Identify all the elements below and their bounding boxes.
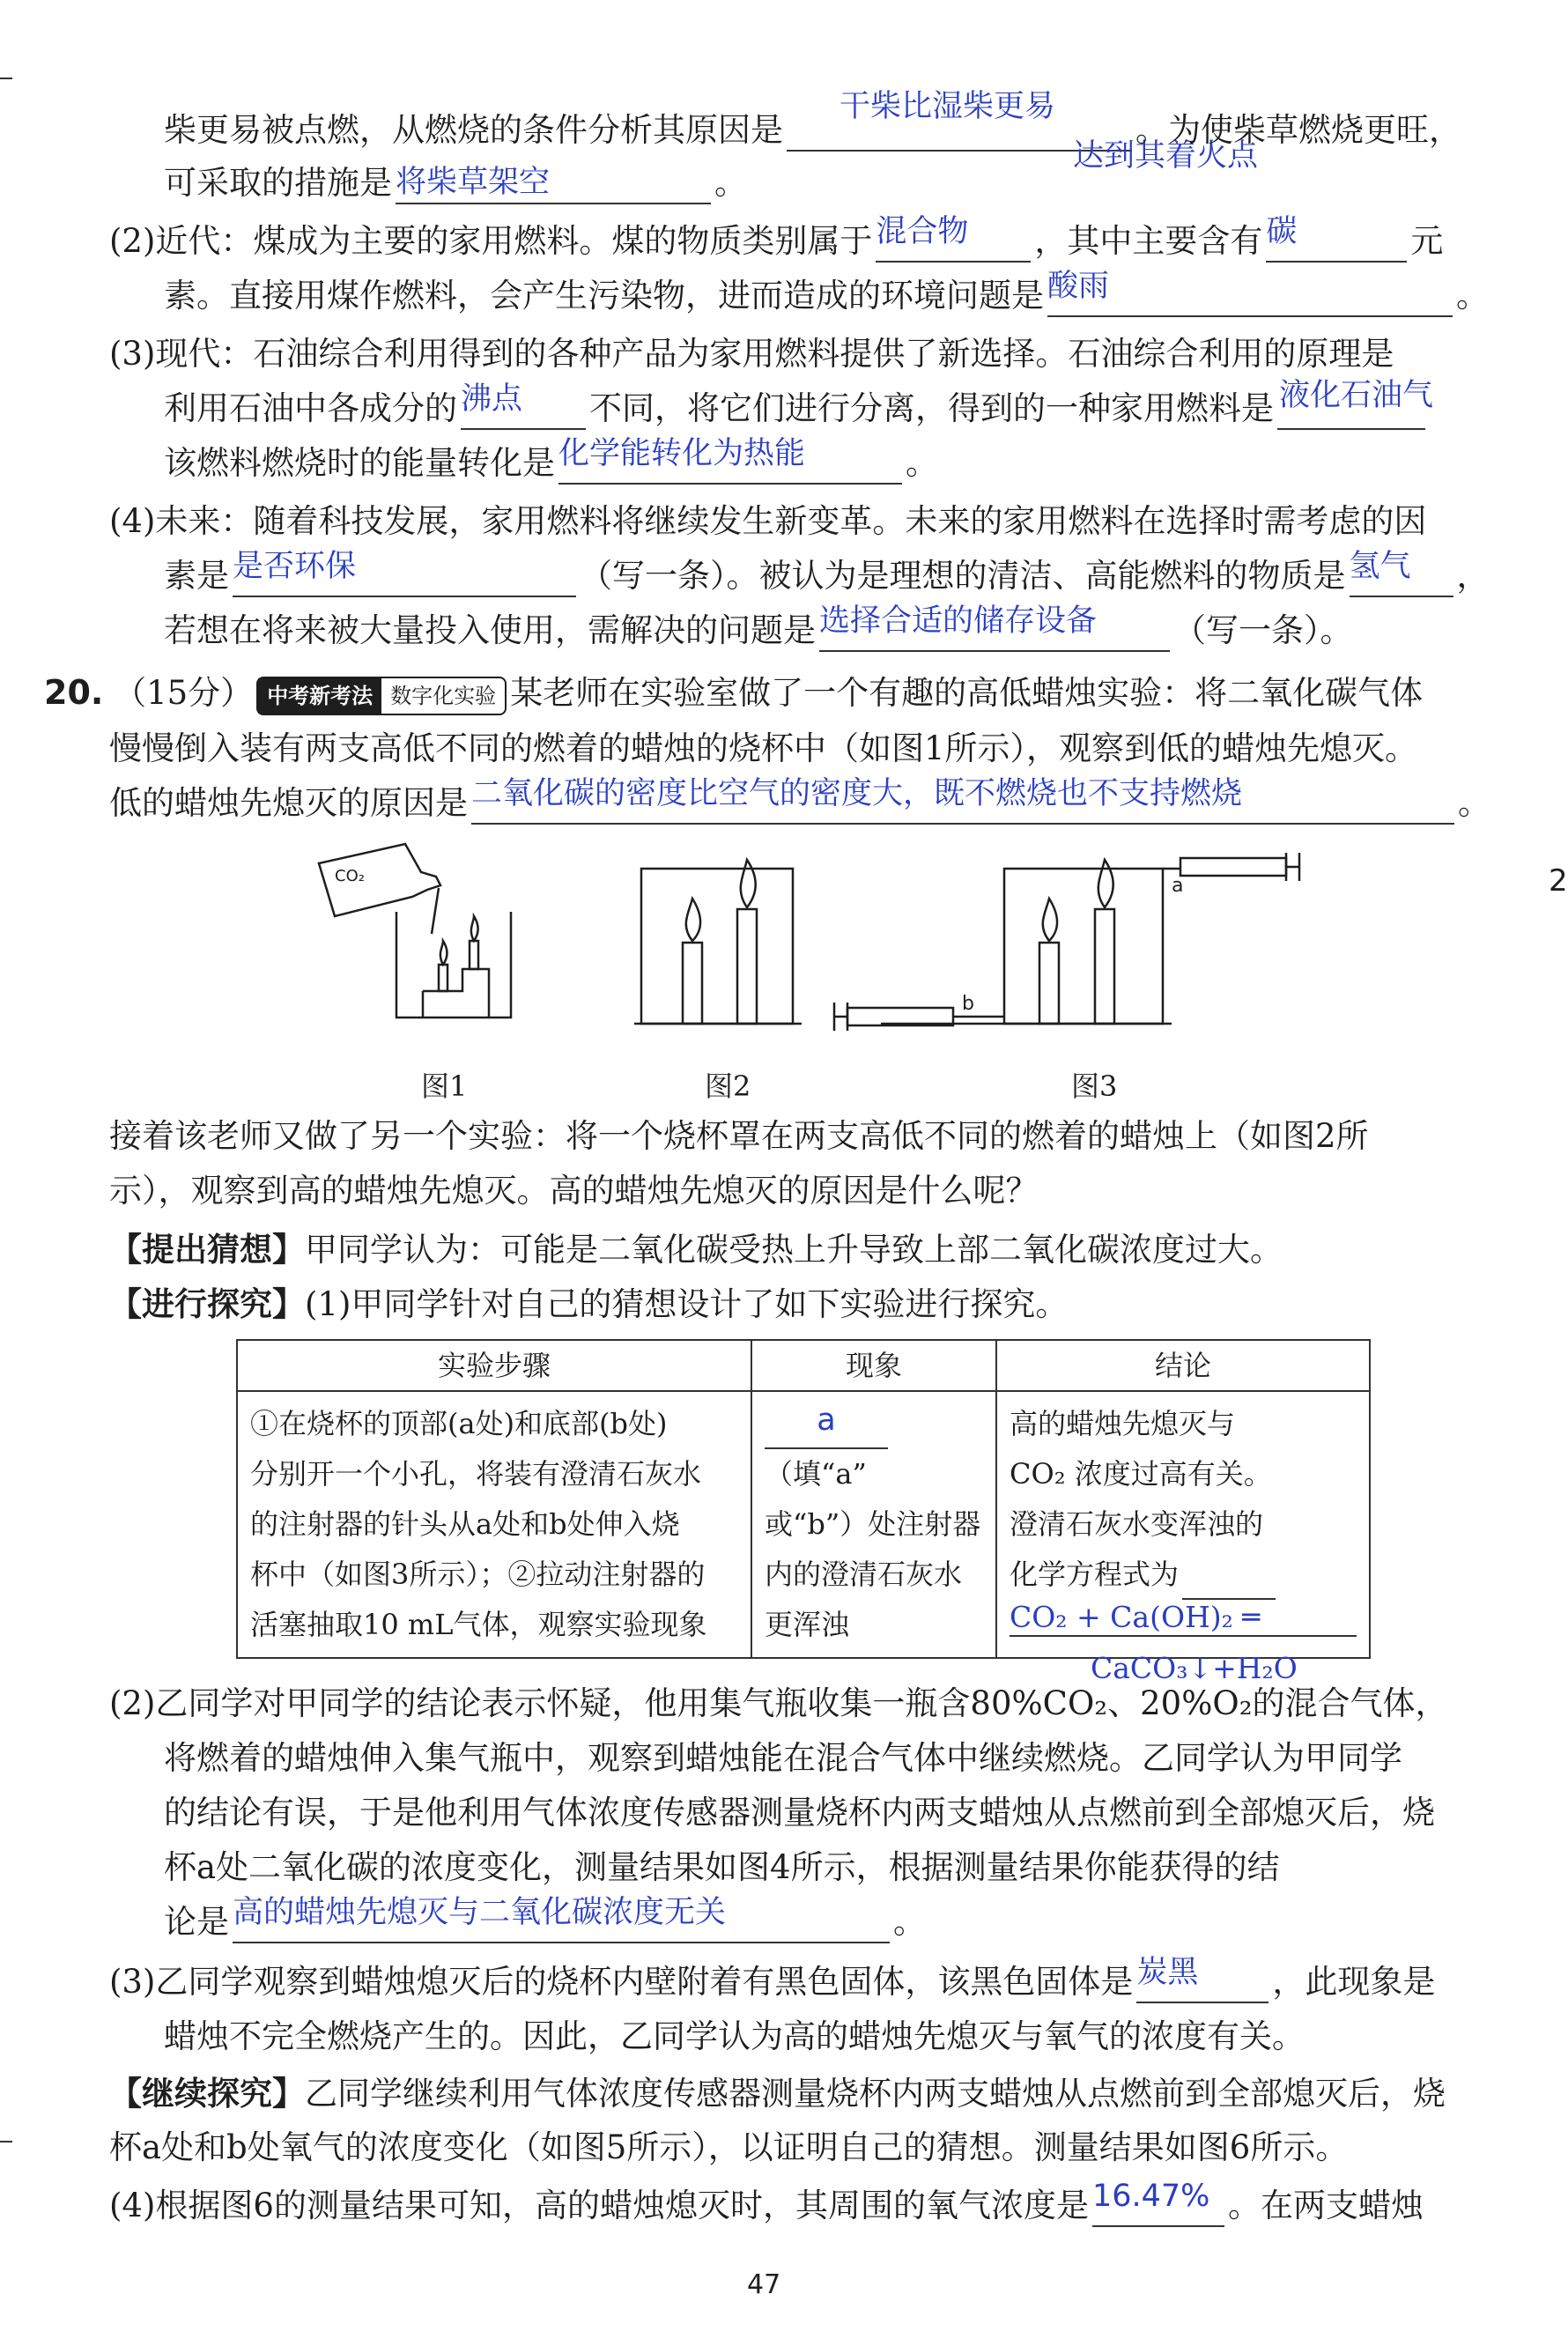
figure-3-label: 图3 [1071, 1069, 1118, 1103]
q20-p2-line-2 [164, 1737, 1402, 1780]
table-header: 实验步骤 [237, 1340, 751, 1391]
q19-p2-line-1 [109, 214, 1444, 263]
phenomenon-line: 内的澄清石灰水 [765, 1558, 963, 1591]
q19-text: 。 [1456, 277, 1489, 315]
q19-p3-line-1 [109, 333, 1394, 375]
answer-blank [1349, 549, 1453, 597]
q20-text: 示），观察到高的蜡烛先熄灭。高的蜡烛先熄灭的原因是什么呢？ [109, 1172, 1039, 1210]
candle-tall [1095, 909, 1114, 1024]
answer-blank [558, 436, 902, 485]
q20-text: 某老师在实验室做了一个有趣的高低蜡烛实验：将二氧化碳气体 [510, 674, 1424, 712]
margin-tick [0, 2141, 12, 2142]
answer-text: 化学能转化为热能 [558, 436, 806, 471]
q19-text: （写一条）。被认为是理想的清洁、高能燃料的物质是 [580, 557, 1346, 595]
q19-p4-line-1 [109, 500, 1426, 543]
beaker-fig2 [641, 869, 793, 1024]
answer-text: 氢气 [1349, 549, 1411, 584]
q19-text: 可采取的措施是 [164, 164, 392, 202]
q20-text: 。 [1458, 784, 1490, 822]
q20-text: 。 [893, 1903, 926, 1941]
answer-blank [1182, 1568, 1276, 1600]
answer-text: 混合物 [876, 214, 969, 249]
answer-blank [1277, 378, 1434, 430]
answer-text: 将柴草架空 [396, 165, 551, 200]
q19-text: 元 [1410, 222, 1444, 260]
answer-text: 选择合适的储存设备 [819, 603, 1098, 639]
step-line: 的注射器的针头从a处和b处伸入烧 [250, 1507, 680, 1541]
answer-text: 16.47% [1091, 2179, 1210, 2214]
candle-short [683, 943, 702, 1024]
q20-text: 低的蜡烛先熄灭的原因是 [109, 784, 468, 822]
page-number: 47 [747, 2269, 781, 2300]
continue-explore-line [109, 2072, 1446, 2115]
q20-line-3 [109, 776, 1490, 825]
answer-blank [1136, 1955, 1268, 2003]
answer-text: 达到其着火点 [1073, 138, 1259, 174]
answer-text: 沸点 [461, 381, 523, 417]
candle-high [470, 941, 478, 969]
q20-line-4 [109, 1115, 1369, 1158]
answer-text: 干柴比湿柴更易 [839, 89, 1056, 124]
answer-blank [233, 1895, 890, 1943]
q19-text: 。 [714, 164, 747, 202]
q20-text: 的结论有误，于是他利用气体浓度传感器测量烧杯内两支蜡烛从点燃前到全部熄灭后，烧 [164, 1794, 1435, 1832]
answer-blank [396, 167, 711, 204]
q19-line-1 [164, 89, 1461, 174]
q19-text: 。 [906, 444, 938, 482]
exam-badge [256, 677, 507, 715]
q19-text: ，其中主要含有 [1034, 222, 1263, 260]
q19-text: 该燃料燃烧时的能量转化是 [164, 444, 555, 482]
point-a-label: a [1172, 875, 1184, 897]
flame-icon [1043, 899, 1057, 941]
answer-text: 液化石油气 [1279, 378, 1434, 413]
q20-text: (4)根据图6的测量结果可知，高的蜡烛熄灭时，其周围的氧气浓度是 [109, 2187, 1089, 2224]
beaker-fig3 [1004, 869, 1163, 1024]
answer-blank [765, 1402, 888, 1449]
continue-explore-line-2 [109, 2127, 1348, 2169]
badge-secondary: 数字化实验 [390, 683, 497, 708]
table-row [237, 1391, 1370, 1658]
q19-text: (4)未来：随着科技发展，家用燃料将继续发生新变革。未来的家用燃料在选择时需考虑的因 [109, 502, 1427, 540]
q19-text: (2)近代：煤成为主要的家用燃料。煤的物质类别属于 [109, 222, 873, 260]
q20-text: 蜡烛不完全燃烧产生的。因此，乙同学认为高的蜡烛先熄灭与氧气的浓度有关。 [164, 2017, 1305, 2055]
explore-line [109, 1283, 1068, 1326]
q19-p3-line-2 [164, 378, 1434, 430]
phenomenon-line [765, 1399, 983, 1499]
q19-p2-line-2 [164, 269, 1489, 317]
table-header: 现象 [751, 1340, 996, 1391]
section-tag: 【进行探究】 [109, 1284, 305, 1323]
steps-cell [237, 1391, 751, 1658]
q19-p3-line-3 [164, 436, 938, 485]
q19-text: 。为使柴草燃烧更旺， [1135, 111, 1461, 149]
q20-text: 乙同学继续利用气体浓度传感器测量烧杯内两支蜡烛从点燃前到全部熄灭后，烧 [305, 2075, 1446, 2113]
flame-icon [686, 899, 700, 941]
q20-text: (1)甲同学针对自己的猜想设计了如下实验进行探究。 [305, 1285, 1069, 1323]
answer-text: 是否环保 [233, 549, 357, 584]
question-number: 20. [44, 673, 104, 712]
step-line: 杯中（如图3所示）；②拉动注射器的 [250, 1558, 706, 1591]
answer-text: 二氧化碳的密度比空气的密度大，既不燃烧也不支持燃烧 [471, 776, 1243, 811]
beaker-fig1 [396, 912, 511, 1018]
experiment-figures [308, 837, 1304, 1040]
hypothesis-line [109, 1228, 1283, 1271]
experiment-table [236, 1339, 1371, 1659]
q20-line-1 [44, 671, 1423, 715]
section-tag: 【提出猜想】 [109, 1230, 305, 1269]
q19-p4-line-3 [164, 603, 1353, 652]
q19-text: 不同，将它们进行分离，得到的一种家用燃料是 [589, 389, 1274, 427]
q20-text: 杯a处和b处氧气的浓度变化（如图5所示），以证明自己的猜想。测量结果如图6所示。 [109, 2128, 1349, 2166]
figure-2-label: 图2 [705, 1069, 751, 1103]
flame-icon [741, 860, 756, 907]
edge-mark: 2 [1549, 863, 1568, 899]
q20-line-5 [109, 1170, 1039, 1212]
step-line: 活塞抽取10 mL气体，观察实验现象 [250, 1608, 707, 1641]
q20-text: 杯a处二氧化碳的浓度变化，测量结果如图4所示，根据测量结果你能获得的结 [164, 1848, 1280, 1886]
phenomenon-cell [751, 1391, 996, 1658]
figure-1-label: 图1 [421, 1069, 468, 1103]
phenomenon-text: （填“a” [765, 1457, 867, 1491]
syringe-a [1180, 858, 1286, 876]
conclusion-line: CO₂ 浓度过高有关。 [1010, 1457, 1272, 1491]
answer-blank [876, 214, 1031, 263]
q20-p4-line-1 [109, 2179, 1424, 2227]
q19-line-2 [164, 162, 747, 204]
co2-label: CO₂ [335, 867, 365, 885]
q19-text: 素。直接用煤作燃料，会产生污染物，进而造成的环境问题是 [164, 277, 1044, 315]
q20-p2-line-4 [164, 1846, 1280, 1889]
q20-p2-line-1 [109, 1683, 1448, 1725]
answer-blank [471, 776, 1454, 825]
q20-text: 慢慢倒入装有两支高低不同的燃着的蜡烛的烧杯中（如图1所示），观察到低的蜡烛先熄灭。 [109, 729, 1418, 767]
q20-p2-line-5 [164, 1895, 926, 1943]
answer-text: a [817, 1402, 836, 1438]
point-b-label: b [962, 993, 974, 1015]
answer-text: 碳 [1266, 214, 1298, 249]
flame-icon [471, 916, 478, 941]
conclusion-cell [996, 1391, 1370, 1658]
section-tag: 【继续探究】 [109, 2074, 305, 2113]
q20-p3-line-2 [164, 2016, 1305, 2058]
table-header-row [237, 1340, 1370, 1391]
answer-blank [1266, 214, 1407, 263]
q19-text: 柴更易被点燃，从燃烧的条件分析其原因是 [164, 111, 783, 149]
q19-p4-line-2 [164, 549, 1490, 597]
equation-answer: CO₂ + Ca(OH)₂ ═ [1010, 1600, 1357, 1637]
equation-answer-2: CaCO₃↓+H₂O [1091, 1651, 1298, 1685]
answer-blank [1047, 269, 1453, 317]
margin-tick [0, 78, 12, 79]
q20-line-2 [109, 728, 1417, 770]
conclusion-text: 化学方程式为 [1010, 1558, 1180, 1591]
q19-text: （写一条）。 [1173, 611, 1353, 649]
co2-stream [432, 888, 439, 934]
candle-tall [737, 909, 757, 1024]
answer-text: 炭黑 [1136, 1955, 1199, 1990]
step-line: 分别开一个小孔，将装有澄清石灰水 [250, 1457, 702, 1491]
stand-steps [423, 969, 489, 1018]
flame-icon [1098, 860, 1113, 907]
answer-blank [819, 603, 1170, 652]
answer-blank [1091, 2179, 1224, 2227]
q20-text: 甲同学认为：可能是二氧化碳受热上升导致上部二氧化碳浓度过大。 [305, 1231, 1283, 1269]
step-line: ①在烧杯的顶部(a处)和底部(b处) [250, 1407, 668, 1440]
q20-text: 论是 [164, 1903, 229, 1941]
candle-short [1039, 943, 1059, 1024]
answer-text: 酸雨 [1047, 269, 1110, 304]
q19-text: ， [1456, 557, 1490, 595]
q20-text: (3)乙同学观察到蜡烛熄灭后的烧杯内壁附着有黑色固体，该黑色固体是 [109, 1963, 1134, 2001]
q19-text: 素是 [164, 557, 229, 595]
answer-blank [787, 89, 1259, 174]
q19-text: (3)现代：石油综合利用得到的各种产品为家用燃料提供了新选择。石油综合利用的原理是 [109, 335, 1394, 373]
answer-text: 高的蜡烛先熄灭与二氧化碳浓度无关 [233, 1895, 727, 1930]
table-header: 结论 [996, 1340, 1370, 1391]
q20-text: (2)乙同学对甲同学的结论表示怀疑，他用集气瓶收集一瓶含80%CO₂、20%O₂的混合气体， [109, 1684, 1448, 1722]
q20-p2-line-3 [164, 1792, 1435, 1834]
conclusion-line: 澄清石灰水变浑浊的 [1010, 1507, 1264, 1541]
phenomenon-line: 或“b”）处注射器 [765, 1507, 981, 1541]
q19-text: 利用石油中各成分的 [164, 389, 457, 427]
q19-text: 若想在将来被大量投入使用，需解决的问题是 [164, 611, 816, 649]
conclusion-line [1010, 1550, 1357, 1600]
q20-text: ，此现象是 [1272, 1963, 1436, 2001]
q20-text: 。在两支蜡烛 [1227, 2187, 1424, 2224]
phenomenon-line: 更浑浊 [765, 1608, 850, 1641]
q20-p3-line-1 [109, 1955, 1436, 2003]
candle-low [439, 965, 447, 991]
badge-primary: 中考新考法 [258, 678, 381, 714]
question-score: （15分） [114, 674, 254, 712]
answer-blank [461, 381, 586, 430]
answer-blank [233, 549, 576, 597]
flame-icon [440, 941, 447, 965]
q20-text: 接着该老师又做了另一个实验：将一个烧杯罩在两支高低不同的燃着的蜡烛上（如图2所 [109, 1117, 1369, 1155]
q20-text: 将燃着的蜡烛伸入集气瓶中，观察到蜡烛能在混合气体中继续燃烧。乙同学认为甲同学 [164, 1739, 1402, 1777]
conclusion-line: 高的蜡烛先熄灭与 [1010, 1407, 1236, 1440]
